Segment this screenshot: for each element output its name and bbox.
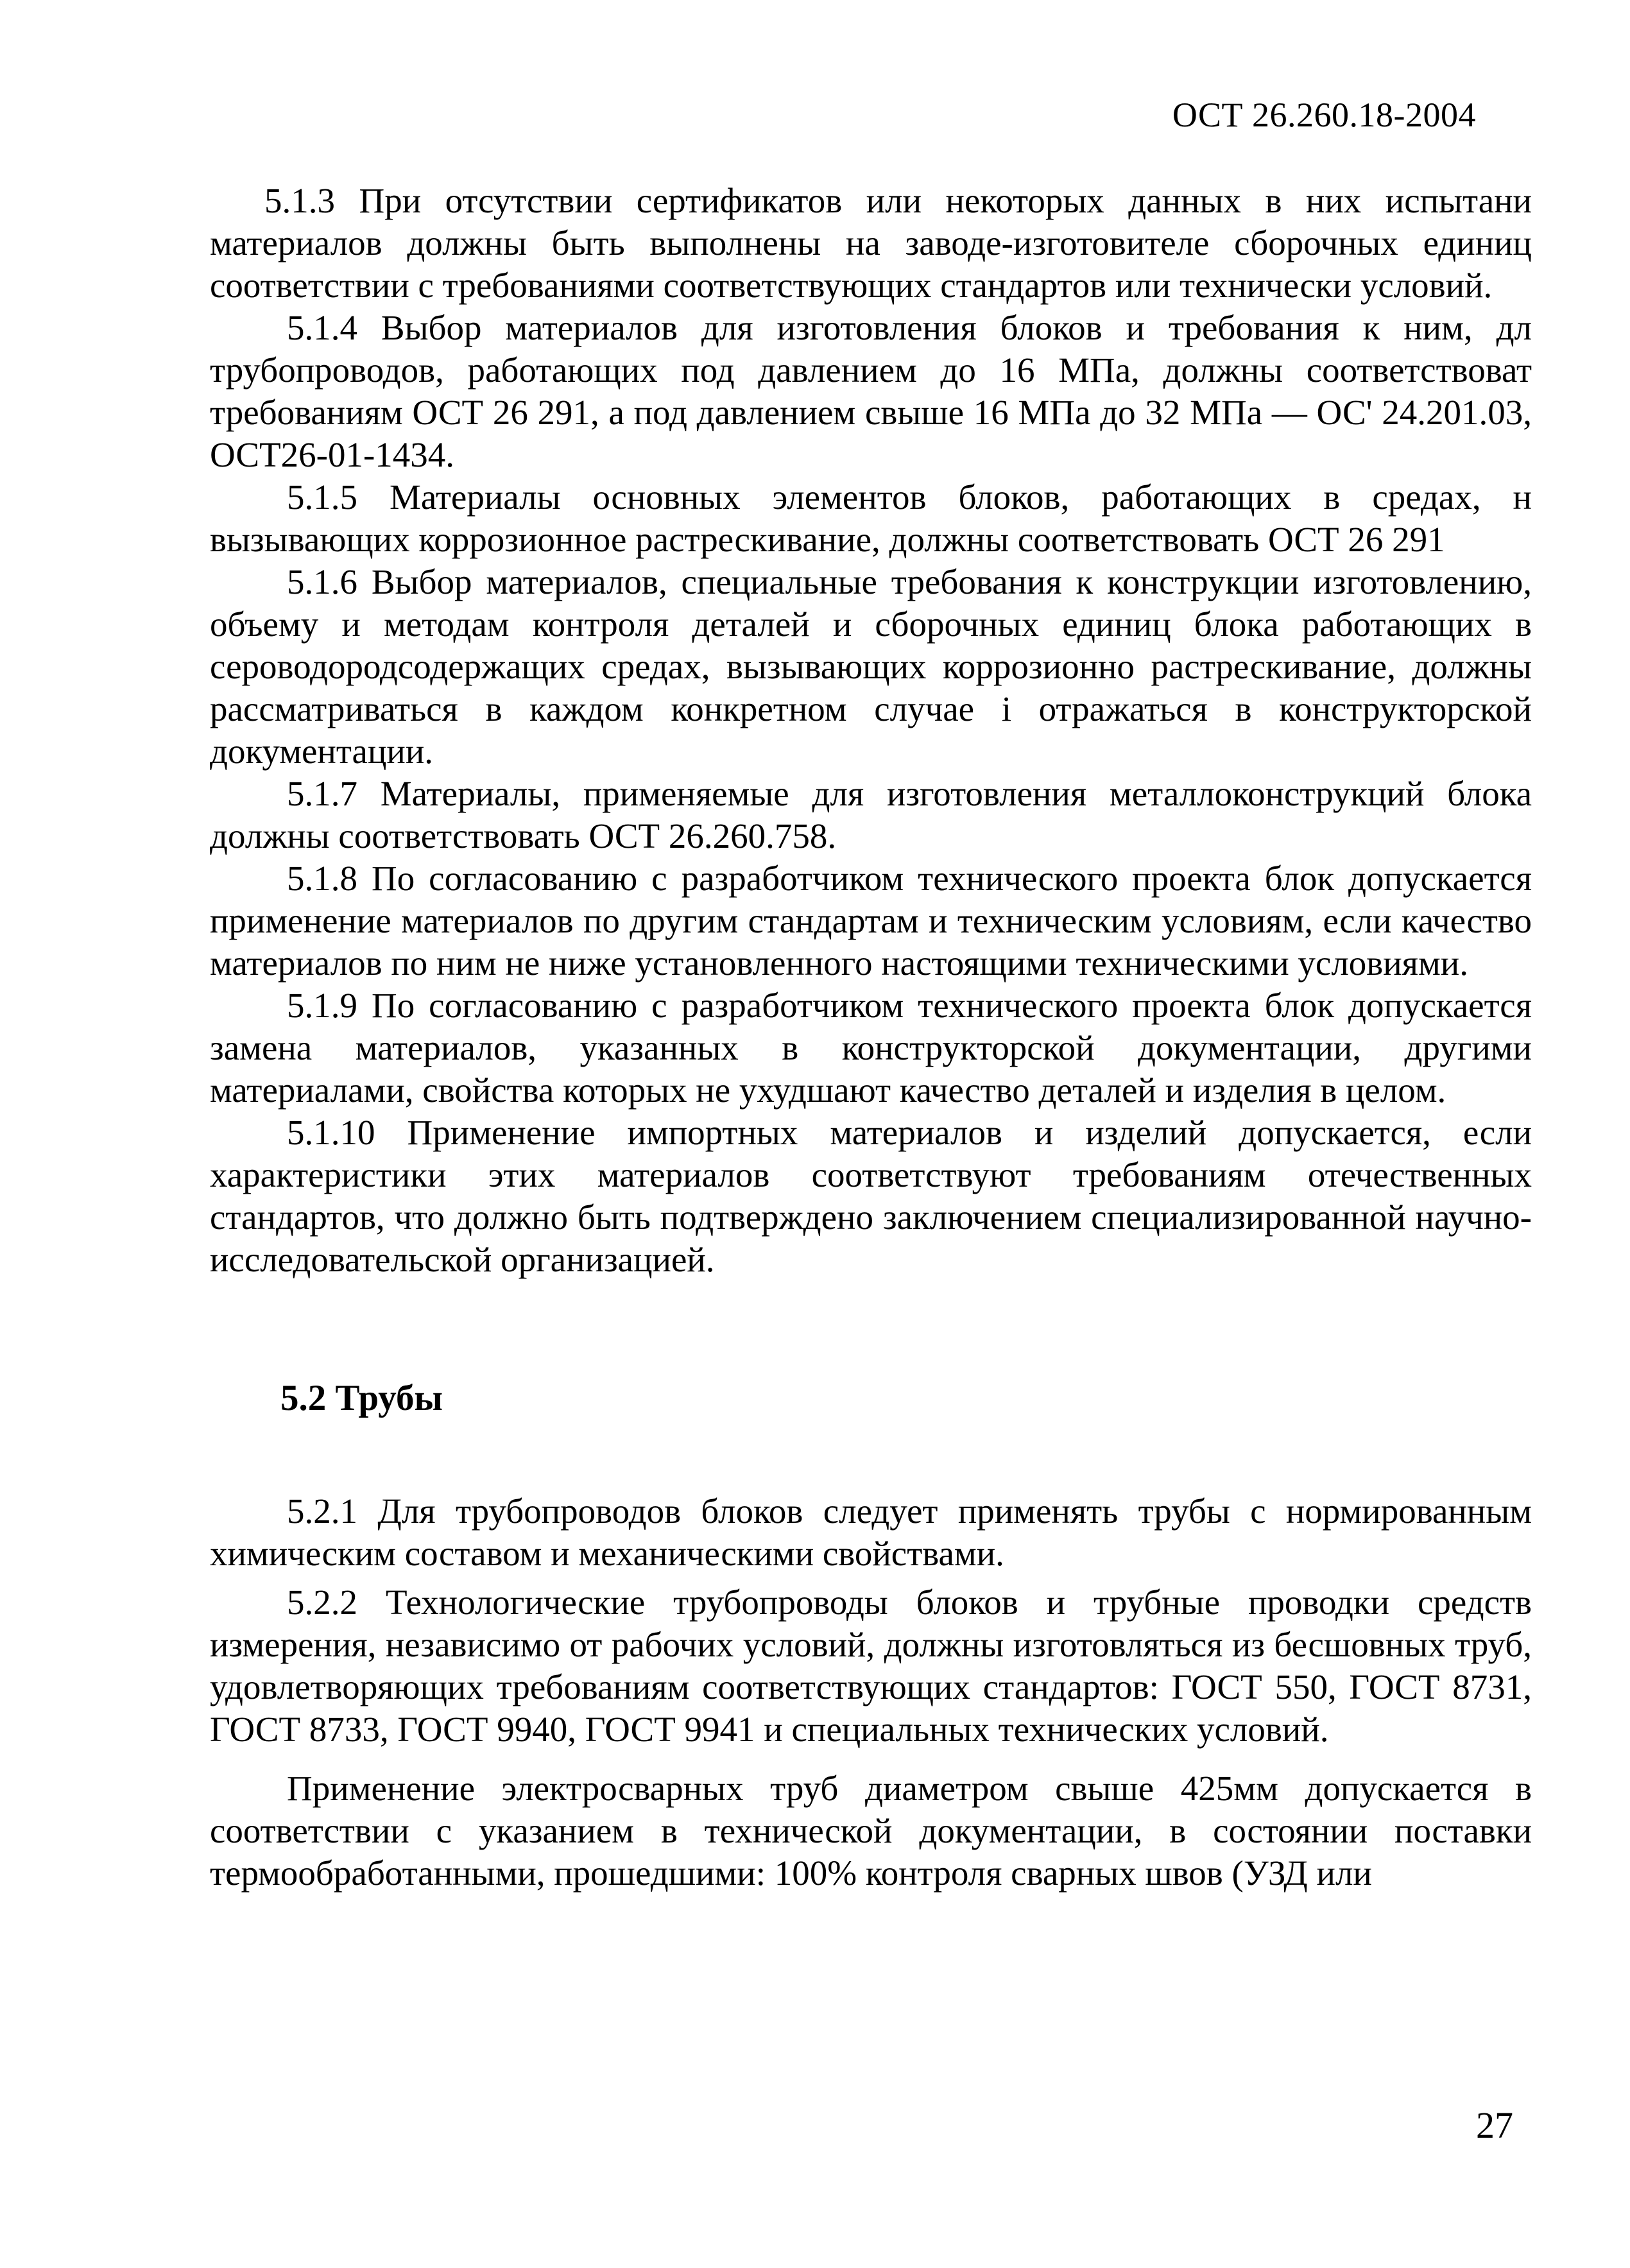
paragraph-5-1-6: 5.1.6 Выбор материалов, специальные требования к конструкции изготовлению, объему и методам контроля деталей и сборочных единиц блока работающих в сероводородсодержащих средах, вызывающих коррозионно растрескивание, должны рассматриваться в каждом конкретном случае і отражаться в конструкторской документации.	[210, 562, 1532, 771]
paragraph-5-1-9: 5.1.9 По согласованию с разработчиком технического проекта блок допускается замена материалов, указанных в конструкторской документации, другими материалами, свойства которых не ухудшают качество деталей и изделия в целом.	[210, 986, 1532, 1110]
paragraph-5-2-2: 5.2.2 Технологические трубопроводы блоков и трубные проводки средств измерения, независимо от рабочих условий, должны изготовляться из бесшовных труб, удовлетворяющих требованиям соответствующих стандартов: ГОСТ 550, ГОСТ 8731, ГОСТ 8733, ГОСТ 9940, ГОСТ 9941 и специальных технических условий.	[210, 1583, 1532, 1749]
page-number: 27	[1476, 2104, 1513, 2146]
paragraph-5-2-2-continuation: Применение электросварных труб диаметром свыше 425мм допускается в соответствии с указанием в технической документации, в состоянии поставки термообработанными, прошедшими: 100% контроля сварных швов (УЗД или	[210, 1769, 1532, 1893]
paragraph-5-1-7: 5.1.7 Материалы, применяемые для изготовления металлоконструкций блока должны соответствовать ОСТ 26.260.758.	[210, 774, 1532, 855]
paragraph-5-1-10: 5.1.10 Применение импортных материалов и изделий допускается, если характеристики этих материалов соответствуют требованиям отечественных стандартов, что должно быть подтверждено заключением специализированной научно-исследовательской организацией.	[210, 1113, 1532, 1279]
document-code-header: ОСТ 26.260.18-2004	[1172, 96, 1476, 134]
paragraph-5-2-1: 5.2.1 Для трубопроводов блоков следует применять трубы с нормированным химическим составом и механическими свойствами.	[210, 1491, 1532, 1573]
paragraph-5-1-4: 5.1.4 Выбор материалов для изготовления блоков и требования к ним, дл трубопроводов, работающих под давлением до 16 МПа, должны соответствоват требованиям ОСТ 26 291, а под давлением свыше 16 МПа до 32 МПа — ОС' 24.201.03, ОСТ26-01-1434.	[210, 308, 1532, 474]
paragraph-5-1-5: 5.1.5 Материалы основных элементов блоков, работающих в средах, н вызывающих коррозионное растрескивание, должны соответствовать ОСТ 26 291	[210, 477, 1532, 559]
paragraph-5-1-3: 5.1.3 При отсутствии сертификатов или некоторых данных в них испытани материалов должны быть выполнены на заводе-изготовителе сборочных единиц соответствии с требованиями соответствующих стандартов или технически условий.	[210, 181, 1532, 305]
section-heading: 5.2 Трубы	[280, 1378, 443, 1418]
paragraph-5-1-8: 5.1.8 По согласованию с разработчиком технического проекта блок допускается применение материалов по другим стандартам и техническим условиям, если качество материалов по ним не ниже установленного настоящими техническими условиями.	[210, 859, 1532, 983]
page-body	[210, 180, 1532, 1894]
